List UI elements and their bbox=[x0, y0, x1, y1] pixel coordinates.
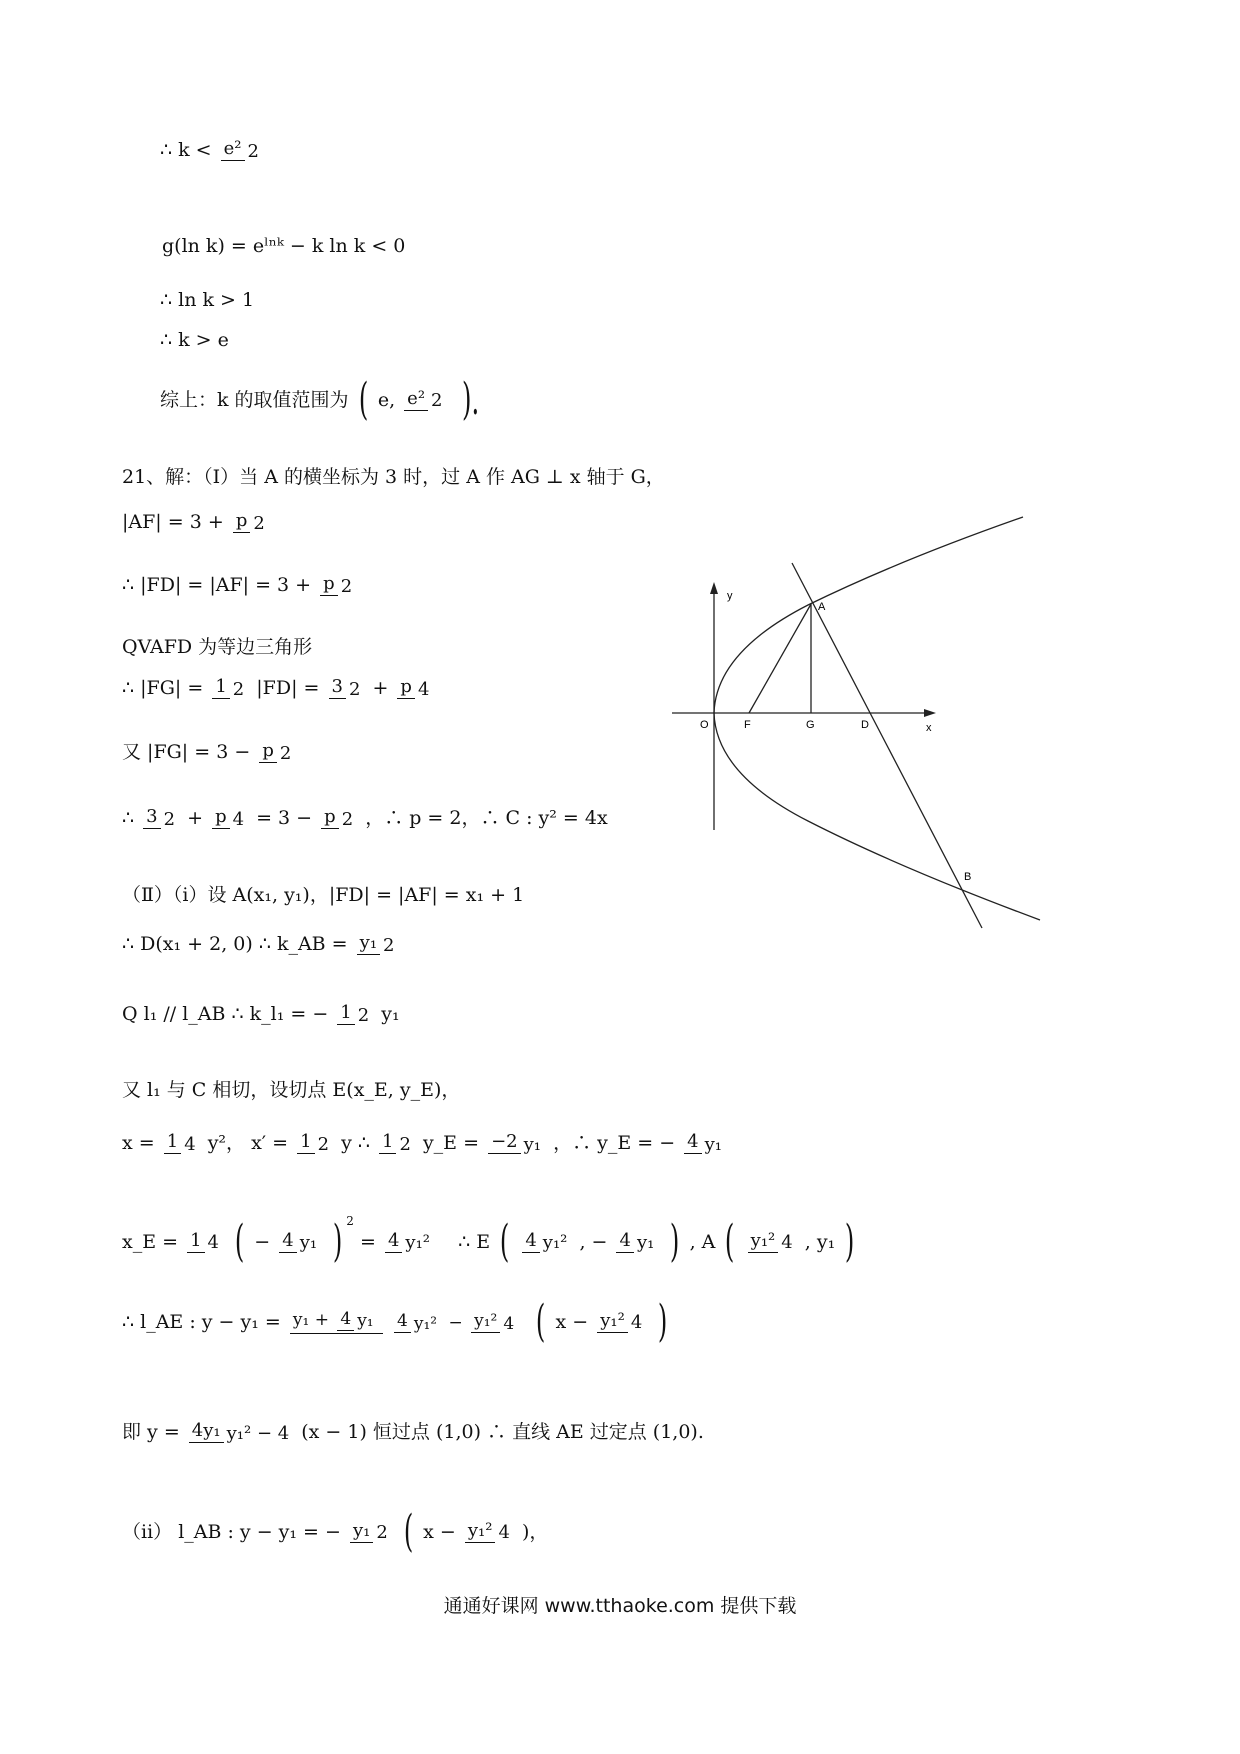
line-k-lower bbox=[160, 330, 229, 350]
paren: ( bbox=[725, 1216, 735, 1267]
fraction bbox=[684, 1133, 725, 1154]
denominator: 4 bbox=[503, 1313, 515, 1334]
text: ∴ bbox=[122, 807, 135, 829]
text: ，∴ y_E = − bbox=[553, 1132, 676, 1154]
compound-fraction bbox=[290, 1308, 523, 1334]
text: x − bbox=[423, 1520, 456, 1543]
label-a: A bbox=[818, 601, 826, 613]
denominator: y₁ bbox=[523, 1133, 542, 1155]
line-k-upper bbox=[160, 140, 265, 161]
denominator: y₁² bbox=[542, 1232, 568, 1253]
line-fg bbox=[122, 678, 435, 699]
numerator: p bbox=[212, 808, 230, 829]
label-f: F bbox=[744, 719, 751, 731]
denominator: y₁ bbox=[357, 1311, 374, 1331]
fraction bbox=[597, 1309, 645, 1333]
denominator: 2 bbox=[317, 1133, 330, 1155]
text: 又 l₁ 与 C 相切，设切点 E(x_E, y_E)， bbox=[122, 1078, 461, 1101]
denominator: 2 bbox=[357, 1004, 370, 1026]
label-b: B bbox=[964, 871, 972, 883]
y-axis-arrow-icon bbox=[710, 582, 718, 594]
denominator: 2 bbox=[348, 678, 361, 700]
numerator: −2 bbox=[488, 1133, 521, 1154]
text: ∴ |FD| = |AF| = 3 + bbox=[122, 574, 312, 596]
text: x − bbox=[555, 1310, 589, 1333]
numerator bbox=[290, 1308, 383, 1334]
numerator: 1 bbox=[164, 1133, 181, 1154]
paren: ). bbox=[461, 374, 479, 425]
text: , y₁ bbox=[804, 1230, 836, 1253]
paren: ) bbox=[845, 1216, 855, 1267]
denominator: 2 bbox=[376, 1522, 388, 1543]
text: Q l₁ // l_AB ∴ k_l₁ = − bbox=[122, 1003, 329, 1025]
line-parallel bbox=[122, 1004, 400, 1025]
x-axis-arrow-icon bbox=[924, 709, 936, 717]
numerator: 3 bbox=[329, 678, 346, 699]
fraction bbox=[212, 678, 247, 699]
text: 21、解：（Ⅰ）当 A 的横坐标为 3 时，过 A 作 AG ⊥ x 轴于 G， bbox=[122, 465, 665, 488]
numerator: p bbox=[321, 808, 339, 829]
fraction bbox=[337, 1004, 372, 1025]
numerator: y₁² bbox=[465, 1522, 496, 1543]
text: ∴ k > e bbox=[160, 328, 229, 351]
line-af bbox=[122, 512, 271, 533]
denominator: y₁ bbox=[704, 1133, 723, 1155]
line-g-ln-k bbox=[162, 236, 405, 256]
label-g: G bbox=[806, 719, 815, 731]
text: (x − 1) 恒过点 (1,0) ∴ 直线 AE 过定点 (1,0). bbox=[301, 1421, 704, 1443]
denominator: 2 bbox=[232, 678, 245, 700]
text: ∴ l_AE : y − y₁ = bbox=[122, 1310, 281, 1333]
fraction bbox=[357, 934, 398, 955]
line-ji bbox=[122, 1422, 704, 1443]
denominator bbox=[388, 1311, 523, 1333]
text: y²， x′ = bbox=[207, 1132, 289, 1154]
numerator: 3 bbox=[143, 808, 160, 829]
text: ∴ E bbox=[458, 1230, 491, 1253]
text: ∴ |FG| = bbox=[122, 677, 204, 699]
line-lae bbox=[122, 1296, 671, 1347]
fraction bbox=[212, 808, 247, 829]
denominator: 4 bbox=[417, 678, 430, 700]
text: , − bbox=[579, 1230, 608, 1253]
numerator: y₁ bbox=[357, 934, 380, 955]
denominator: y₁² bbox=[405, 1232, 431, 1253]
numerator: 1 bbox=[187, 1232, 204, 1253]
numerator: y₁ bbox=[350, 1522, 373, 1543]
fraction bbox=[189, 1422, 292, 1443]
fraction bbox=[385, 1229, 433, 1253]
numerator: 1 bbox=[337, 1004, 354, 1025]
paren: ( bbox=[403, 1506, 414, 1557]
numerator: 4 bbox=[385, 1232, 402, 1253]
fraction bbox=[233, 512, 268, 533]
numerator: e² bbox=[221, 140, 245, 161]
text: |FD| = bbox=[256, 677, 320, 699]
exponent: 2 bbox=[346, 1214, 354, 1228]
denominator: 2 bbox=[431, 390, 443, 411]
label-d: D bbox=[861, 719, 869, 731]
numerator: y₁² bbox=[597, 1312, 628, 1333]
line-xe bbox=[122, 1214, 858, 1267]
fraction bbox=[297, 1133, 332, 1154]
fraction bbox=[320, 575, 355, 596]
text: , A bbox=[689, 1230, 716, 1253]
fraction bbox=[350, 1519, 391, 1543]
denominator: 2 bbox=[163, 808, 176, 830]
numerator: 4y₁ bbox=[189, 1422, 224, 1443]
text: + bbox=[372, 677, 389, 699]
fraction bbox=[143, 808, 178, 829]
denominator: y₁² bbox=[413, 1313, 438, 1334]
denominator: 4 bbox=[207, 1232, 219, 1253]
paren: ( bbox=[536, 1296, 546, 1347]
text: x_E = bbox=[122, 1230, 179, 1253]
line-d-kab bbox=[122, 934, 401, 955]
text: = 3 − bbox=[256, 807, 313, 829]
fraction bbox=[337, 1308, 376, 1331]
line-summary bbox=[160, 374, 486, 425]
text: QVAFD 为等边三角形 bbox=[122, 635, 313, 658]
text: 又 |FG| = 3 − bbox=[122, 741, 251, 763]
numerator: 1 bbox=[212, 678, 229, 699]
fraction bbox=[379, 1133, 414, 1154]
line-part-ii bbox=[122, 1506, 549, 1557]
text: （ⅱ） l_AB : y − y₁ = − bbox=[122, 1520, 341, 1543]
denominator: y₁ bbox=[636, 1232, 655, 1253]
numerator: 1 bbox=[379, 1133, 396, 1154]
line-q21 bbox=[122, 467, 665, 487]
denominator: 4 bbox=[184, 1133, 196, 1155]
fraction bbox=[404, 387, 445, 411]
fraction bbox=[394, 1313, 440, 1333]
denominator: 2 bbox=[399, 1133, 411, 1155]
denominator: y₁ bbox=[299, 1232, 318, 1253]
numerator: 4 bbox=[616, 1232, 633, 1253]
text: = bbox=[359, 1230, 376, 1253]
fraction bbox=[279, 1229, 320, 1253]
label-o: O bbox=[700, 719, 709, 731]
numerator: p bbox=[259, 742, 277, 763]
text: （Ⅱ）（ⅰ）设 A(x₁, y₁)，|FD| = |AF| = x₁ + 1 bbox=[122, 883, 525, 906]
numerator: 1 bbox=[297, 1133, 314, 1154]
text: − bbox=[448, 1312, 463, 1333]
fraction bbox=[748, 1229, 796, 1253]
denominator: 2 bbox=[253, 512, 265, 534]
text: − bbox=[254, 1230, 271, 1253]
denominator: 4 bbox=[781, 1232, 793, 1253]
fraction bbox=[471, 1313, 517, 1333]
numerator: p bbox=[233, 512, 251, 533]
line-solve-p bbox=[122, 808, 608, 829]
numerator: 4 bbox=[337, 1311, 354, 1331]
text: y₁ + bbox=[292, 1310, 329, 1330]
text: e, bbox=[377, 388, 396, 411]
numerator: 4 bbox=[522, 1232, 539, 1253]
paren: ) bbox=[658, 1296, 668, 1347]
numerator: y₁² bbox=[748, 1232, 779, 1253]
fraction bbox=[397, 678, 432, 699]
denominator: 2 bbox=[279, 742, 292, 764]
numerator: y₁² bbox=[471, 1313, 500, 1333]
text: x = bbox=[122, 1132, 155, 1154]
fraction bbox=[164, 1133, 199, 1154]
denominator: 2 bbox=[341, 808, 354, 830]
text: y ∴ bbox=[341, 1132, 370, 1154]
text: y_E = bbox=[422, 1132, 480, 1154]
denominator: 2 bbox=[247, 140, 259, 162]
denominator: y₁² − 4 bbox=[226, 1422, 290, 1444]
line-ab bbox=[792, 563, 982, 928]
text: ∴ D(x₁ + 2, 0) ∴ k_AB = bbox=[122, 933, 348, 955]
line-derivative bbox=[122, 1133, 728, 1154]
label-y: y bbox=[727, 590, 733, 602]
line-fd bbox=[122, 575, 358, 596]
fraction bbox=[465, 1519, 513, 1543]
text: 即 y = bbox=[122, 1421, 180, 1443]
paren: ( bbox=[358, 374, 368, 425]
line-ln-k bbox=[160, 290, 254, 310]
fraction bbox=[329, 678, 364, 699]
label-x: x bbox=[926, 722, 932, 734]
line-equilateral bbox=[122, 637, 312, 657]
denominator: 4 bbox=[630, 1312, 643, 1333]
paren: ( bbox=[499, 1216, 510, 1267]
denominator: 2 bbox=[340, 575, 353, 597]
denominator: 4 bbox=[232, 808, 245, 830]
fraction bbox=[221, 140, 262, 161]
footer-source: 通通好课网 www.tthaoke.com 提供下载 bbox=[443, 1595, 797, 1617]
paren: ) bbox=[332, 1216, 343, 1267]
numerator: p bbox=[397, 678, 415, 699]
denominator: 4 bbox=[498, 1522, 510, 1543]
fraction bbox=[616, 1229, 657, 1253]
fraction bbox=[187, 1229, 222, 1253]
line-tangent bbox=[122, 1080, 460, 1100]
text: )， bbox=[521, 1520, 549, 1543]
numerator: 4 bbox=[279, 1232, 296, 1253]
text: ∴ ln k > 1 bbox=[160, 288, 255, 311]
parabola-diagram bbox=[660, 500, 1060, 940]
line-part2 bbox=[122, 885, 524, 905]
text: ，∴ p = 2，∴ C : y² = 4x bbox=[365, 807, 608, 829]
fraction bbox=[321, 808, 356, 829]
fraction bbox=[522, 1229, 570, 1253]
paren: ( bbox=[234, 1216, 245, 1267]
parabola-curve bbox=[714, 517, 1040, 920]
text: 综上：k 的取值范围为 bbox=[160, 388, 349, 411]
numerator: p bbox=[320, 575, 338, 596]
numerator: e² bbox=[404, 390, 428, 411]
text: + bbox=[187, 807, 204, 829]
paren: ) bbox=[670, 1216, 680, 1267]
numerator: 4 bbox=[394, 1313, 411, 1333]
text: |AF| = 3 + bbox=[122, 511, 224, 533]
line-you-fg bbox=[122, 742, 297, 763]
text: g(ln k) = eˡⁿᵏ − k ln k < 0 bbox=[162, 234, 406, 257]
fraction bbox=[259, 742, 294, 763]
text: y₁ bbox=[381, 1003, 400, 1025]
denominator: 2 bbox=[383, 934, 395, 956]
text: ∴ k < bbox=[160, 139, 212, 161]
numerator: 4 bbox=[684, 1133, 701, 1154]
fraction bbox=[488, 1133, 544, 1154]
